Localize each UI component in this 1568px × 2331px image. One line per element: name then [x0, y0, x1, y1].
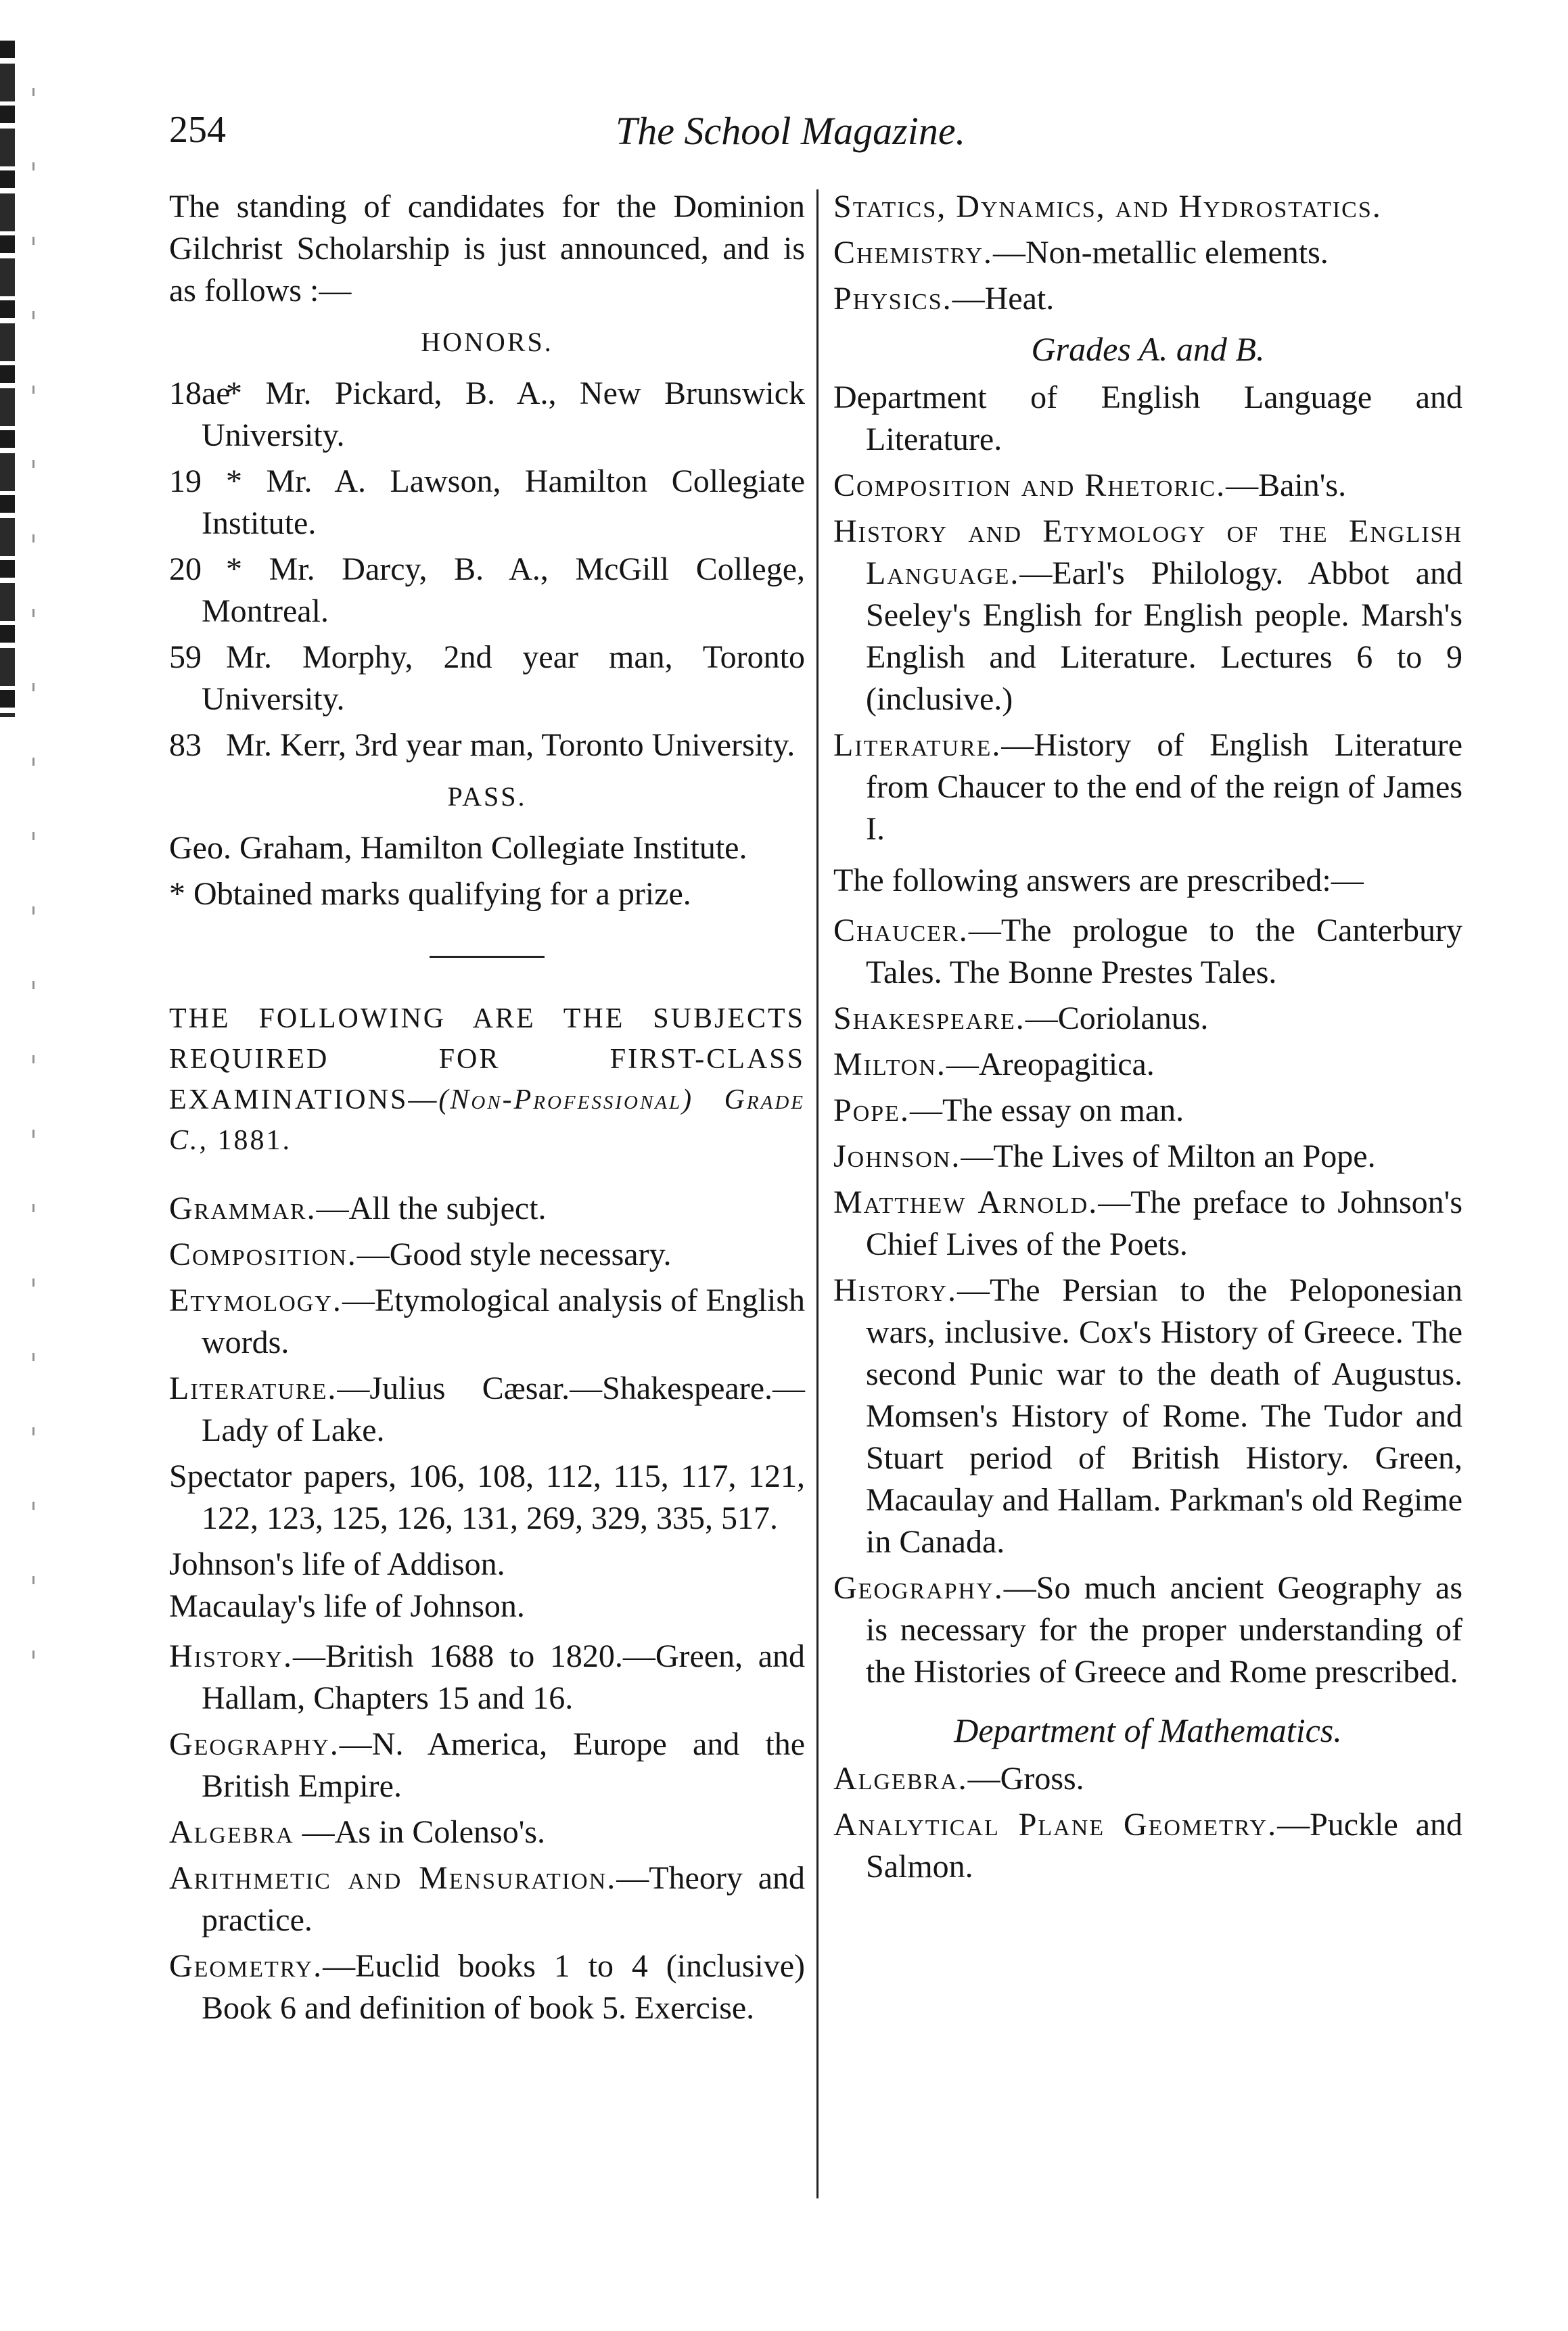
subjects-heading-year: 1881. [217, 1125, 292, 1156]
subject-text: —Earl's Philology. Abbot and Seeley's English for English people. Marsh's English and Literature. Lectures 6 to 9 (inclusive.) [866, 555, 1462, 717]
macaulay-line: Macaulay's life of Johnson. [169, 1588, 525, 1624]
subject-text: —Euclid books 1 to 4 (inclusive) Book 6 and definition of book 5. Exercise. [202, 1948, 805, 2026]
column-divider [816, 189, 818, 2198]
subject-entry [169, 1945, 805, 2029]
subject-entry [169, 1724, 805, 1807]
english-entry [833, 465, 1462, 507]
subject-text: —Bain's. [1226, 467, 1347, 503]
scan-binding-edge [0, 41, 15, 717]
prize-note: * Obtained marks qualifying for a prize. [169, 876, 691, 912]
subject-text: —British 1688 to 1820.—Green, and Hallam, Chapters 15 and 16. [202, 1638, 805, 1716]
subject-entry [169, 1188, 805, 1230]
scholarship-intro: The standing of candidates for the Dominion Gilchrist Scholarship is just announced, and is as follows :— [169, 189, 805, 308]
subject-label: Shakespeare. [833, 1000, 1025, 1036]
honors-text: * Mr. Pickard, B. A., New Brunswick University. [202, 375, 805, 453]
johnson-line: Johnson's life of Addison. [169, 1546, 505, 1582]
subjects-heading-italic: (Non-Professional) Grade C., [169, 1084, 805, 1156]
answers-intro: The following answers are prescribed:— [833, 862, 1364, 898]
mathematics-heading: Department of Mathematics. [954, 1711, 1342, 1749]
subject-entry [833, 232, 1462, 274]
subject-text: —The Lives of Milton an Pope. [961, 1138, 1376, 1174]
running-title: The School Magazine. [616, 109, 966, 153]
subject-text: —History of English Literature from Chaucer to the end of the reign of James I. [866, 727, 1462, 847]
subject-text: —Etymological analysis of English words. [202, 1283, 805, 1360]
grades-heading: Grades A. and B. [1031, 330, 1265, 368]
author-entry [833, 1044, 1462, 1086]
honors-text: * Mr. A. Lawson, Hamilton Collegiate Institute. [202, 463, 805, 541]
subject-entry [833, 186, 1462, 228]
subject-label: Geography. [169, 1726, 340, 1762]
subject-entry [169, 1368, 805, 1452]
author-entry [833, 910, 1462, 994]
subject-text: —The prologue to the Canterbury Tales. The Bonne Prestes Tales. [866, 913, 1462, 990]
subject-label: History. [169, 1638, 293, 1674]
subject-entry [833, 278, 1462, 320]
honors-rank: 83 [169, 727, 202, 763]
subjects-heading-text: THE FOLLOWING ARE THE SUBJECTS REQUIRED FOR FIRST-CLASS EXAMINATIONS— [169, 1003, 805, 1115]
subject-text: —N. America, Europe and the British Empire. [202, 1726, 805, 1804]
subject-text: —The essay on man. [909, 1092, 1184, 1128]
subject-label: Algebra [169, 1814, 294, 1850]
honors-entry [169, 724, 805, 766]
subject-text: —Puckle and Salmon. [866, 1807, 1462, 1885]
honors-rank: 18ae [169, 375, 231, 411]
author-entry [833, 1567, 1462, 1693]
author-entry [833, 1182, 1462, 1266]
subject-text: —Gross. [967, 1761, 1084, 1797]
honors-entry [169, 461, 805, 545]
pass-entry: Geo. Graham, Hamilton Collegiate Institute. [169, 830, 747, 866]
author-entry [833, 1090, 1462, 1132]
subject-text: —Coriolanus. [1025, 1000, 1209, 1036]
subject-label: Literature. [169, 1370, 338, 1406]
subject-label: Milton. [833, 1046, 946, 1082]
honors-rank: 59 [169, 639, 202, 675]
subject-label: Geography. [833, 1570, 1004, 1606]
honors-rank: 20 [169, 551, 202, 587]
pass-heading: PASS. [447, 781, 527, 812]
subject-text: —Julius Cæsar.—Shakespeare.—Lady of Lake. [202, 1370, 805, 1448]
honors-text: Mr. Kerr, 3rd year man, Toronto University. [226, 727, 795, 763]
subject-label: Literature. [833, 727, 1002, 763]
honors-entry [169, 637, 805, 720]
honors-text: * Mr. Darcy, B. A., McGill College, Montreal. [202, 551, 805, 629]
subject-label: Algebra. [833, 1761, 968, 1797]
subject-label: Johnson. [833, 1138, 961, 1174]
honors-rank: 19 [169, 463, 202, 499]
subject-text: —So much ancient Geography as is necessary for the proper understanding of the Histories of Greece and Rome prescribed. [866, 1570, 1462, 1690]
page-header [169, 108, 1454, 169]
subjects-heading [169, 998, 805, 1161]
subject-text: —Areopagitica. [946, 1046, 1155, 1082]
math-entry [833, 1758, 1462, 1800]
english-entry [833, 511, 1462, 720]
subject-label: Physics. [833, 281, 952, 317]
author-entry [833, 998, 1462, 1040]
honors-entry [169, 373, 805, 457]
math-entry [833, 1804, 1462, 1888]
subject-label: Composition and Rhetoric. [833, 467, 1226, 503]
subject-text: —Good style necessary. [356, 1237, 672, 1272]
left-column [169, 186, 805, 2033]
subject-text: —Heat. [952, 281, 1055, 317]
page-number: 254 [169, 109, 226, 151]
subject-label: Geometry. [169, 1948, 323, 1984]
subject-label: Etymology. [169, 1283, 342, 1318]
subject-text: —Non-metallic elements. [992, 235, 1329, 271]
subject-text: —Theory and practice. [202, 1860, 805, 1938]
subject-entry [169, 1280, 805, 1364]
subject-label: Statics, Dynamics, and Hydrostatics. [833, 189, 1382, 225]
subject-entry [169, 1636, 805, 1720]
subject-label: Analytical Plane Geometry. [833, 1807, 1278, 1843]
department-english: Department of English Language and Literature. [833, 379, 1462, 457]
subject-entry [169, 1234, 805, 1276]
honors-entry [169, 549, 805, 632]
subject-label: Chemistry. [833, 235, 993, 271]
right-column [833, 186, 1462, 1892]
subject-text: —The preface to Johnson's Chief Lives of the Poets. [866, 1184, 1462, 1262]
scan-margin-marks [20, 61, 61, 1684]
subject-entry [169, 1857, 805, 1941]
section-rule [430, 956, 545, 958]
spectator-papers: Spectator papers, 106, 108, 112, 115, 117, 121, 122, 123, 125, 126, 131, 269, 329, 335, 517. [169, 1458, 805, 1536]
subject-label: Chaucer. [833, 913, 969, 948]
subject-entry [169, 1811, 805, 1853]
subject-text: —All the subject. [316, 1191, 547, 1226]
subject-label: History. [833, 1272, 957, 1308]
honors-text: Mr. Morphy, 2nd year man, Toronto University. [202, 639, 805, 717]
subject-label: Arithmetic and Mensuration. [169, 1860, 617, 1896]
subject-label: Matthew Arnold. [833, 1184, 1099, 1220]
subject-label: Pope. [833, 1092, 910, 1128]
subject-label: History and Etymology of the English Language. [833, 513, 1462, 591]
author-entry [833, 1270, 1462, 1563]
english-entry [833, 724, 1462, 850]
subject-label: Grammar. [169, 1191, 317, 1226]
honors-heading: HONORS. [421, 327, 553, 357]
author-entry [833, 1136, 1462, 1178]
subject-text: —As in Colenso's. [294, 1814, 546, 1850]
subject-text: —The Persian to the Peloponesian wars, inclusive. Cox's History of Greece. The second Punic war to the death of Augustus. Momsen's History of Rome. The Tudor and Stuart period of British History. Green, Macaulay and Hallam. Parkman's old Regime in Canada. [866, 1272, 1462, 1560]
subject-label: Composition. [169, 1237, 357, 1272]
